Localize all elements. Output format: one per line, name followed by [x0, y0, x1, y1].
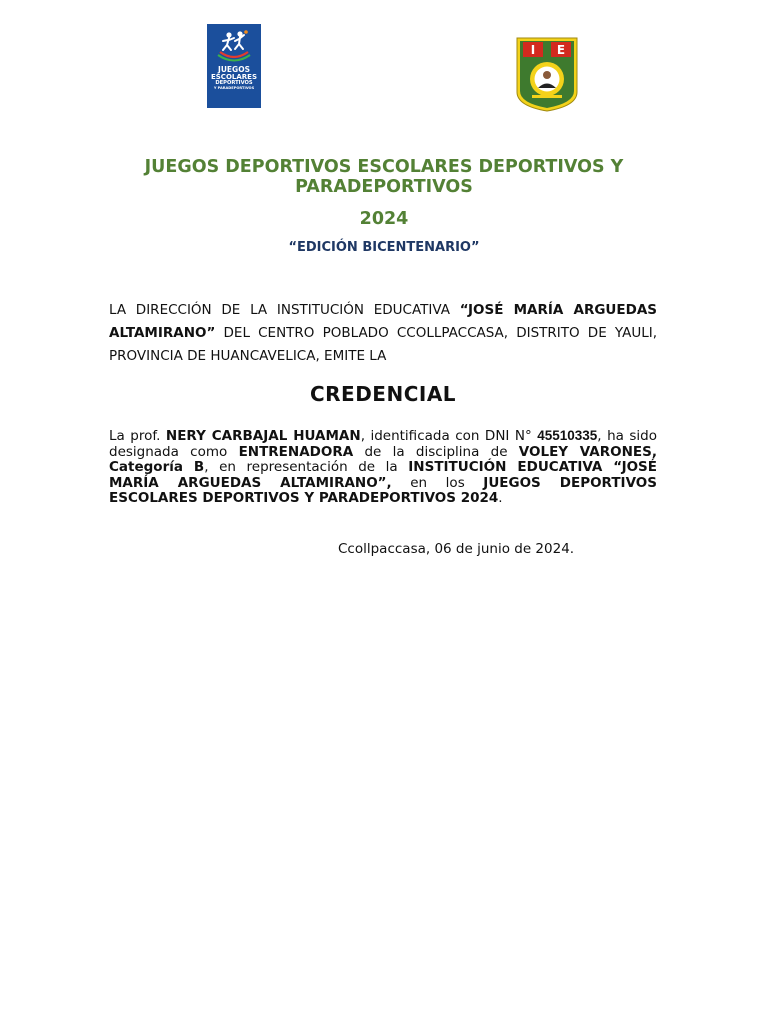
intro-paragraph	[109, 299, 657, 368]
event-title: JUEGOS DEPORTIVOS ESCOLARES DEPORTIVOS Y PARADEPORTIVOS	[144, 157, 624, 197]
credential-body	[109, 428, 657, 507]
crest-letter-e: E	[556, 43, 566, 57]
intro-text-1: LA DIRECCIÓN DE LA INSTITUCIÓN EDUCATIVA	[109, 302, 460, 318]
juegos-escolares-logo	[207, 24, 261, 108]
body-text-1: La prof.	[109, 428, 166, 444]
school-name: “JOSÉ MARÍA ARGUEDAS ALTAMIRANO”	[109, 302, 657, 341]
event-year: 2024	[359, 209, 409, 229]
event-name: JUEGOS DEPORTIVOS ESCOLARES DEPORTIVOS Y PARADEPORTIVOS 2024	[109, 474, 657, 506]
school-crest-icon	[514, 36, 580, 112]
athletes-icon	[214, 28, 254, 64]
dni-number: 45510335	[537, 428, 598, 443]
logo-text-line-2: ESCOLARES	[210, 72, 257, 81]
body-text-7: .	[498, 490, 503, 506]
intro-text-2: DEL CENTRO POBLADO CCOLLPACCASA, DISTRITO DE YAULI, PROVINCIA DE HUANCAVELICA, EMITE LA	[109, 325, 657, 364]
edition-subtitle: “EDICIÓN BICENTENARIO”	[288, 240, 480, 255]
logo-text-line-3: DEPORTIVOS	[215, 79, 253, 86]
body-text-2: , identificada con DNI N°	[360, 428, 538, 444]
crest-letter-i: I	[530, 43, 536, 57]
teacher-name: NERY CARBAJAL HUAMAN	[165, 428, 361, 444]
body-text-6: en los	[391, 474, 484, 491]
discipline: VOLEY VARONES, Categoría B	[109, 443, 657, 475]
body-text-3: , ha sido designada como	[109, 428, 657, 460]
logo-text-line-1: JUEGOS	[218, 65, 250, 74]
institution-name: INSTITUCIÓN EDUCATIVA “JOSÉ MARÍA ARGUEDAS ALTAMIRANO”,	[109, 459, 658, 491]
body-text-5: , en representación de la	[204, 459, 409, 475]
credential-heading: CREDENCIAL	[309, 382, 457, 406]
document-date: Ccollpaccasa, 06 de junio de 2024.	[338, 541, 575, 557]
body-text-4: de la disciplina de	[353, 443, 519, 460]
role: ENTRENADORA	[238, 443, 354, 460]
logo-text-line-4: Y PARADEPORTIVOS	[213, 85, 255, 90]
